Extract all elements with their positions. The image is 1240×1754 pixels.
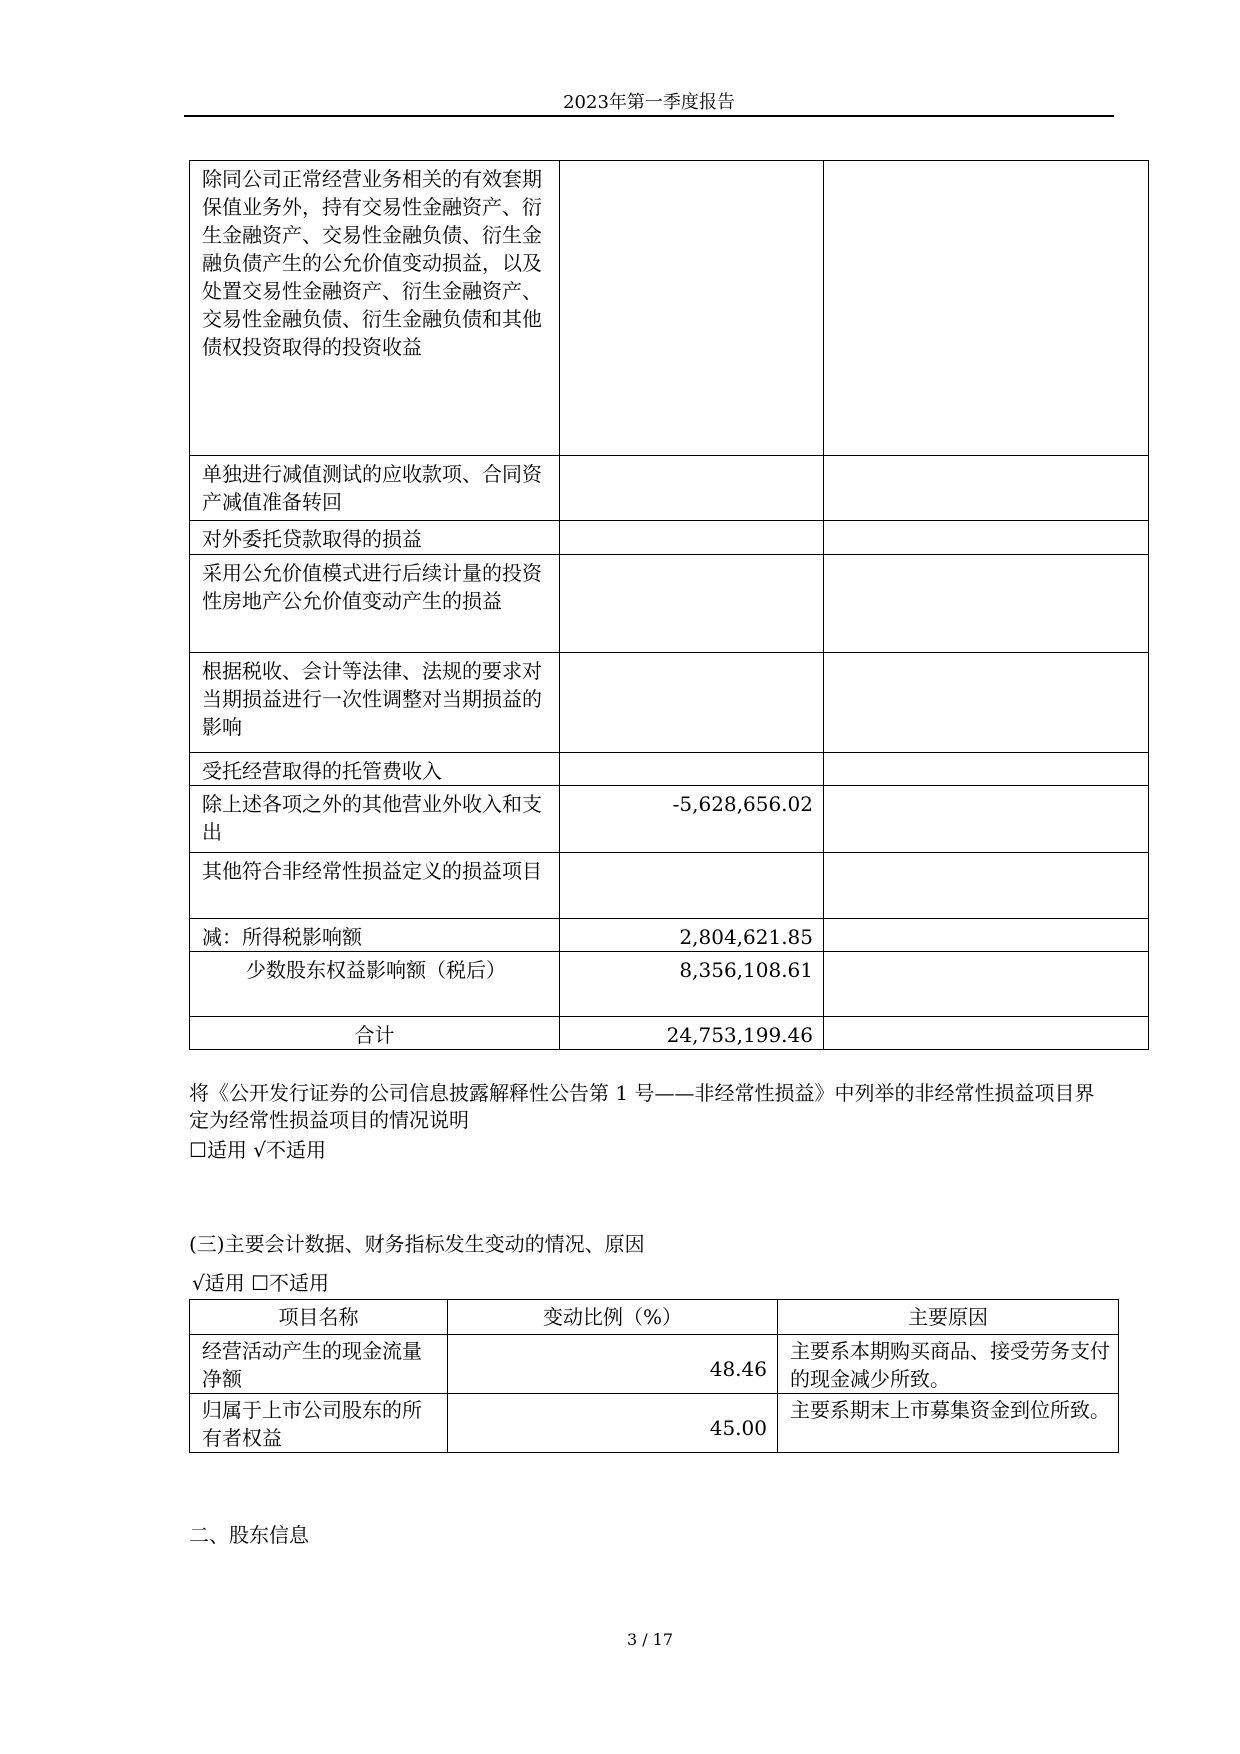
item-label: 除上述各项之外的其他营业外收入和支出 — [190, 786, 560, 853]
item-amount: 8,356,108.61 — [560, 952, 824, 1017]
header-divider — [184, 115, 1114, 117]
table-row — [190, 1394, 1119, 1453]
total-label: 合计 — [190, 1017, 560, 1050]
table-row — [190, 753, 1149, 786]
option-label: 适用 — [206, 1138, 247, 1162]
indicator-name: 经营活动产生的现金流量净额 — [190, 1335, 448, 1394]
checkmark-icon: √ — [253, 1138, 267, 1162]
table-row — [190, 521, 1149, 555]
column-header: 变动比例（%） — [448, 1300, 778, 1335]
indicator-change-table — [189, 1299, 1119, 1453]
item-note — [824, 952, 1149, 1017]
item-note — [824, 653, 1149, 753]
item-note — [824, 853, 1149, 919]
change-ratio: 45.00 — [448, 1394, 778, 1453]
item-note — [824, 161, 1149, 456]
item-label: 对外委托贷款取得的损益 — [190, 521, 560, 555]
checkbox-icon: ☐ — [251, 1271, 270, 1295]
item-label: 根据税收、会计等法律、法规的要求对当期损益进行一次性调整对当期损益的影响 — [190, 653, 560, 753]
checkmark-icon: √ — [192, 1271, 205, 1295]
table-row — [190, 853, 1149, 919]
table-row — [190, 919, 1149, 952]
page-number: 3 / 17 — [626, 1630, 674, 1649]
item-amount — [560, 456, 824, 521]
item-label: 减：所得税影响额 — [190, 919, 560, 952]
item-label: 单独进行减值测试的应收款项、合同资产减值准备转回 — [190, 456, 560, 521]
item-amount — [560, 653, 824, 753]
item-note — [824, 786, 1149, 853]
table-row — [190, 161, 1149, 456]
table-header-row — [190, 1300, 1119, 1335]
section-2-title: 二、股东信息 — [189, 1523, 309, 1547]
item-label: 其他符合非经常性损益定义的损益项目 — [190, 853, 560, 919]
item-note — [824, 521, 1149, 555]
item-note — [824, 919, 1149, 952]
reclassification-note: 将《公开发行证券的公司信息披露解释性公告第 1 号——非经常性损益》中列举的非经常性损益项目界定为经常性损益项目的情况说明 — [189, 1081, 1095, 1132]
item-amount — [560, 753, 824, 786]
option-label: 适用 — [204, 1271, 245, 1295]
section-3-title: (三)主要会计数据、财务指标发生变动的情况、原因 — [189, 1232, 645, 1256]
page-header: 2023年第一季度报告 — [563, 92, 735, 113]
item-note — [824, 555, 1149, 653]
change-reason: 主要系本期购买商品、接受劳务支付的现金减少所致。 — [778, 1335, 1119, 1394]
item-note — [824, 456, 1149, 521]
item-note — [824, 1017, 1149, 1050]
indicator-name: 归属于上市公司股东的所有者权益 — [190, 1394, 448, 1453]
applicability-options — [189, 1137, 1114, 1164]
total-amount: 24,753,199.46 — [560, 1017, 824, 1050]
item-label: 少数股东权益影响额（税后） — [190, 952, 560, 1017]
column-header: 项目名称 — [190, 1300, 448, 1335]
item-amount — [560, 161, 824, 456]
item-amount: 2,804,621.85 — [560, 919, 824, 952]
item-label: 采用公允价值模式进行后续计量的投资性房地产公允价值变动产生的损益 — [190, 555, 560, 653]
item-amount: -5,628,656.02 — [560, 786, 824, 853]
item-label: 受托经营取得的托管费收入 — [190, 753, 560, 786]
table-row — [190, 1335, 1119, 1394]
table-row — [190, 456, 1149, 521]
item-label: 除同公司正常经营业务相关的有效套期保值业务外，持有交易性金融资产、衍生金融资产、交易性金融负债、衍生金融负债产生的公允价值变动损益，以及处置交易性金融资产、衍生金融资产、交易性金融负债、衍生金融负债和其他债权投资取得的投资收益 — [190, 161, 560, 456]
item-note — [824, 753, 1149, 786]
non-recurring-items-table — [189, 160, 1149, 1050]
table-row — [190, 555, 1149, 653]
checkbox-icon: ☐ — [189, 1138, 207, 1162]
change-reason: 主要系期末上市募集资金到位所致。 — [778, 1394, 1119, 1453]
option-label: 不适用 — [266, 1138, 327, 1162]
item-amount — [560, 521, 824, 555]
table-row — [190, 653, 1149, 753]
change-ratio: 48.46 — [448, 1335, 778, 1394]
item-amount — [560, 853, 824, 919]
option-label: 不适用 — [269, 1271, 330, 1295]
table-row — [190, 786, 1149, 853]
table-row — [190, 1017, 1149, 1050]
table-row — [190, 952, 1149, 1017]
item-amount — [560, 555, 824, 653]
applicability-options — [192, 1270, 1117, 1297]
column-header: 主要原因 — [778, 1300, 1119, 1335]
